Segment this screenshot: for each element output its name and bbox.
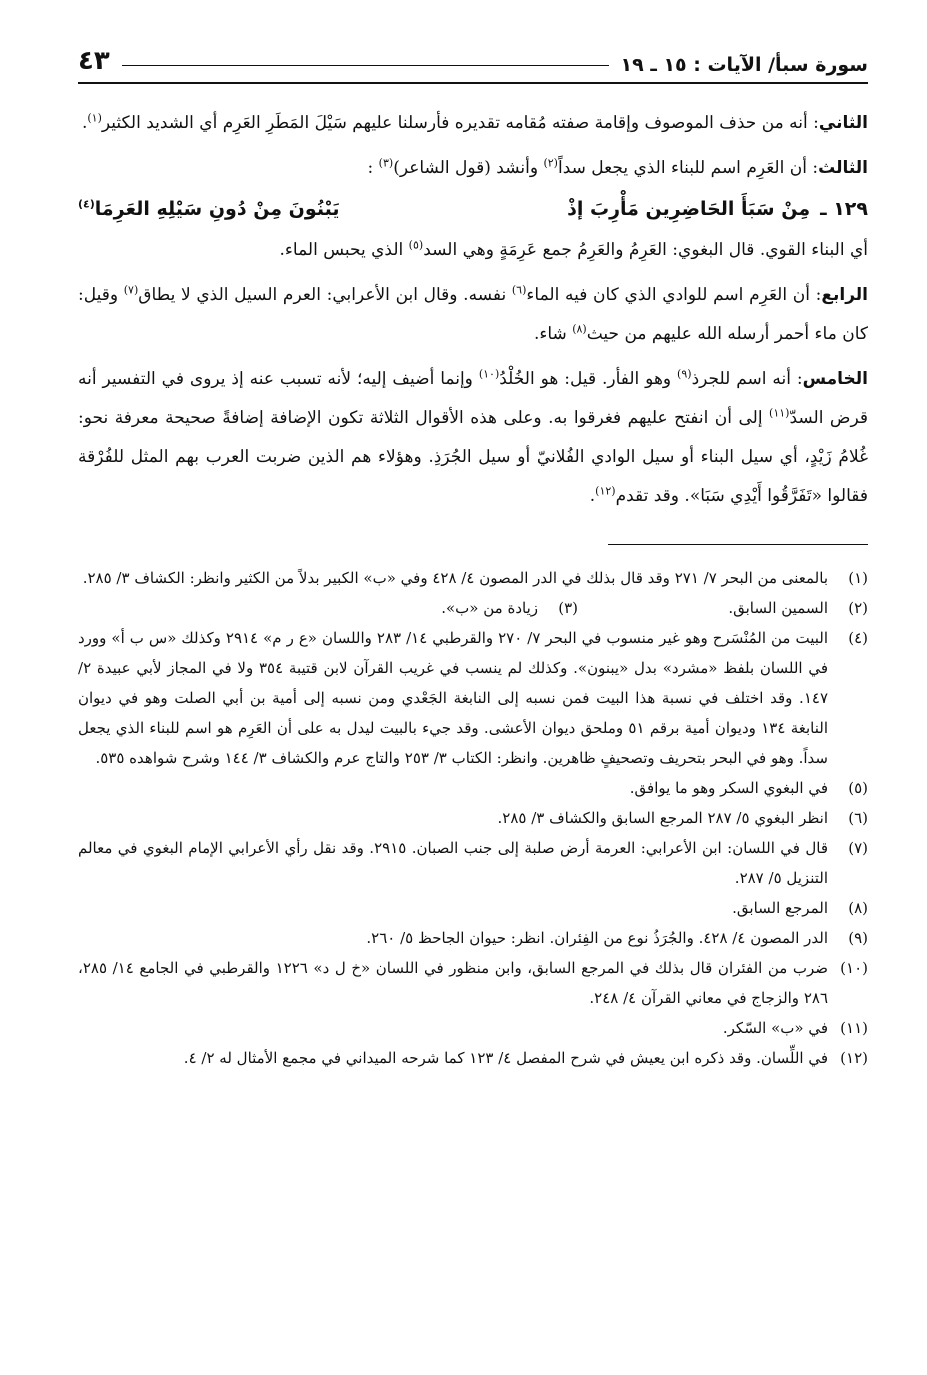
paragraph-text: : أن العَرِم اسم للوادي الذي كان فيه الماء: [526, 285, 822, 305]
paragraph-thani: [78, 104, 868, 143]
paragraph-text: : أن العَرِم اسم للبناء الذي يجعل سداً: [557, 158, 819, 178]
paragraph-text: :: [367, 158, 379, 178]
book-page: [78, 36, 868, 1356]
footnote-marker: (١٠): [840, 959, 868, 977]
paragraph-lead: الثاني: [818, 113, 868, 133]
footnote-marker: (٢): [848, 599, 868, 617]
footnote-ref[interactable]: (١): [87, 111, 102, 125]
verse-hemistich-first: مِنْ سَبَأَ الحَاضِرِين مَأْرِبَ إذْ: [567, 198, 811, 220]
paragraph-lead: الخامس: [802, 369, 868, 389]
footnote-10: [78, 953, 868, 1013]
paragraph-text: .: [589, 486, 596, 506]
header-rule: [122, 65, 609, 66]
footnote-marker: (٩): [848, 929, 868, 947]
footnote-divider: [608, 544, 868, 545]
footnote-3: [288, 593, 578, 623]
footnote-8: [78, 893, 868, 923]
footnote-7: [78, 833, 868, 893]
paragraph-bina: [78, 231, 868, 270]
footnote-text: المرجع السابق.: [732, 899, 828, 917]
paragraph-text: وهو الفأر. قيل: هو الخُلْدُ: [499, 369, 678, 389]
footnote-marker: (١): [848, 569, 868, 587]
footnote-12: [78, 1043, 868, 1073]
footnotes: [78, 563, 868, 1073]
footnote-text: ضرب من الفئران قال بذلك في المرجع السابق، وابن منظور في اللسان «خ ل د» ١٢٢٦ والقرطبي في الجامع ١٤/ ٢٨٥، ٢٨٦ والزجاج في معاني القرآن ٤/ ٢٤٨.: [78, 959, 828, 1007]
footnote-marker: (٣): [558, 599, 578, 617]
footnote-text: انظر البغوي ٥/ ٢٨٧ المرجع السابق والكشاف ٣/ ٢٨٥.: [497, 809, 828, 827]
footnote-ref[interactable]: (١٠): [478, 367, 500, 381]
footnote-marker: (١٢): [840, 1049, 868, 1067]
footnote-1: [78, 563, 868, 593]
footnote-ref[interactable]: (٩): [677, 367, 692, 381]
paragraph-text: وأنشد (قول الشاعر): [393, 158, 544, 178]
paragraph-lead: الرابع: [821, 285, 868, 305]
footnote-ref[interactable]: (٥): [408, 238, 424, 252]
paragraph-thalith: [78, 149, 868, 188]
footnote-ref[interactable]: (٧): [123, 283, 139, 297]
footnote-row-2-3: [78, 593, 868, 623]
paragraph-khamis: [78, 360, 868, 516]
footnote-marker: (٦): [848, 809, 868, 827]
footnote-ref[interactable]: (٨): [572, 322, 587, 336]
paragraph-lead: الثالث: [818, 158, 868, 178]
footnote-text: قال في اللسان: ابن الأعرابي: العرمة أرض صلبة إلى جنب الصبان. ٢٩١٥. وقد نقل رأي الأعرابي الإمام البغوي في معالم التنزيل ٥/ ٢٨٧.: [78, 839, 828, 887]
footnote-marker: (٤): [848, 629, 868, 647]
footnote-5: [78, 773, 868, 803]
footnote-text: زيادة من «ب».: [441, 599, 538, 617]
paragraph-text: وإنما أضيف إليه؛ لأنه تسبب عنه إذ يروى في التفسير أنه قرض السدّ: [78, 369, 868, 428]
paragraph-text: نفسه. وقال ابن الأعرابي: العرم السيل الذي لا يطاق: [138, 285, 512, 305]
footnote-text: في «ب» السّكر.: [722, 1019, 828, 1037]
footnote-2: [578, 593, 868, 623]
header-title: سورة سبأ/ الآيات : ١٥ ـ ١٩: [620, 54, 868, 76]
footnote-marker: (١١): [840, 1019, 868, 1037]
poetry-verse: [78, 188, 868, 231]
paragraph-text: : أنه من حذف الموصوف وإقامة صفته مُقامه تقديره فأرسلنا عليهم سَيْلَ المَطَرِ العَرِم أي الشديد الكثير: [101, 113, 819, 133]
footnote-text: السمين السابق.: [728, 599, 828, 617]
footnote-9: [78, 923, 868, 953]
footnote-ref[interactable]: (٢): [543, 156, 558, 170]
paragraph-text: .: [81, 113, 88, 133]
footnote-ref[interactable]: (٤): [78, 197, 95, 211]
footnote-text: الدر المصون ٤/ ٤٢٨. والجُرَذُ نوع من الفِئران. انظر: حيوان الجاحظ ٥/ ٢٦٠.: [366, 929, 828, 947]
verse-hemistich-text: يَبْنُونَ مِنْ دُونِ سَيْلِهِ العَرِمَا: [94, 198, 340, 220]
footnote-ref[interactable]: (١٢): [595, 484, 616, 498]
paragraph-text: وقيل: كان ماء أحمر أرسله الله عليهم من حيث: [78, 285, 868, 344]
footnote-ref[interactable]: (٦): [511, 283, 527, 297]
paragraph-rabi: [78, 276, 868, 354]
verse-number: ١٢٩ ـ: [820, 198, 868, 220]
running-header: [78, 36, 868, 84]
footnote-text: البيت من المُنْسَرح وهو غير منسوب في البحر ٧/ ٢٧٠ والقرطبي ١٤/ ٢٨٣ واللسان «ع ر م» ٢٩١٤ وكذلك «س ب أ» وورد في اللسان بلفظ «مشرد» بدل «يبنون». وكذلك لم ينسب في غريب القرآن لابن قتيبة ٣٥٤ ولا في المجاز لأبي عبيدة ٢/ ١٤٧. وقد اختلف في نسبة هذا البيت فمن نسبه إلى النابغة الجَعْدي ومن نسبه إلى أمية بن أبي الصلت وهو في ديوان النابغة ١٣٤ وديوان أمية برقم ٥١ وملحق ديوان الأعشى. وقد جيء بالبيت ليدل به على أن العَرِم هو اسم للبناء الذي يجعل سداً. وهو في البحر بتحريف وتصحيفٍ ظاهرين. وانظر: الكتاب ٣/ ٢٥٣ والتاج عرم والكشاف ٣/ ١٤٤ وشرح شواهده ٥٣٥.: [78, 629, 829, 767]
paragraph-text: شاء.: [533, 324, 573, 344]
footnote-marker: (٥): [848, 779, 868, 797]
footnote-text: في اللِّسان. وقد ذكره ابن يعيش في شرح المفصل ٤/ ١٢٣ كما شرحه الميداني في مجمع الأمثال له ٢/ ٤.: [183, 1049, 828, 1067]
paragraph-text: : أنه اسم للجرذ: [691, 369, 803, 389]
footnote-11: [78, 1013, 868, 1043]
verse-hemistich-second: [78, 190, 444, 229]
footnote-ref[interactable]: (٣): [378, 156, 394, 170]
footnote-text: بالمعنى من البحر ٧/ ٢٧١ وقد قال بذلك في الدر المصون ٤/ ٤٢٨ وفي «ب» الكبير بدلاً من الكثير وانظر: الكشاف ٣/ ٢٨٥.: [82, 569, 828, 587]
main-text: [78, 104, 868, 516]
footnote-marker: (٧): [848, 839, 868, 857]
footnote-4: [78, 623, 868, 773]
paragraph-text: أي البناء القوي. قال البغوي: العَرِمُ والعَرِمُ جمع عَرِمَةٍ وهي السد: [423, 240, 868, 260]
footnote-ref[interactable]: (١١): [769, 406, 790, 420]
footnote-marker: (٨): [848, 899, 868, 917]
footnote-text: في البغوي السكر وهو ما يوافق.: [629, 779, 828, 797]
footnote-6: [78, 803, 868, 833]
page-number: ٤٣: [78, 46, 110, 76]
paragraph-text: إلى أن انفتح عليهم فغرقوا به. وعلى هذه الأقوال الثلاثة تكون الإضافة إضافةً صحيحة معرفة نحو: غُلامُ زَيْدٍ، أي سيل البناء أو سيل الوادي الفُلانيّ أو سيل الجُرَذِ. وهؤلاء هم الذين ضربت العرب بهم المثل للفُرْقة فقالوا «تَفَرَّقُوا أَيْدِي سَبَا». وقد تقدم: [78, 408, 868, 506]
paragraph-text: الذي يحبس الماء.: [279, 240, 409, 260]
